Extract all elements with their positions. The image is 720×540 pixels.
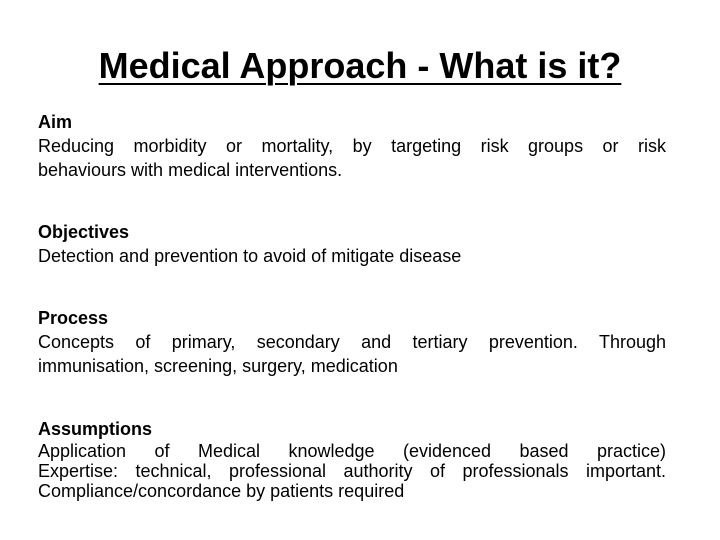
section-heading-objectives: Objectives bbox=[38, 222, 130, 242]
section-process bbox=[38, 306, 666, 378]
section-heading-aim: Aim bbox=[38, 112, 73, 132]
body-line: Detection and prevention to avoid of mitigate disease bbox=[38, 246, 462, 266]
section-body-objectives bbox=[38, 244, 666, 268]
body-line: Concepts of primary, secondary and tertiary prevention. Through bbox=[38, 332, 666, 352]
section-heading-process: Process bbox=[38, 308, 109, 328]
body-line: Expertise: technical, professional authority of professionals important. bbox=[38, 461, 666, 481]
section-body-aim bbox=[38, 134, 666, 182]
body-line: immunisation, screening, surgery, medication bbox=[38, 356, 398, 376]
body-line: Application of Medical knowledge (evidenced based practice) bbox=[38, 441, 666, 461]
body-line: behaviours with medical interventions. bbox=[38, 160, 343, 180]
section-objectives bbox=[38, 220, 666, 268]
section-body-process bbox=[38, 330, 666, 378]
body-line: Reducing morbidity or mortality, by targeting risk groups or risk bbox=[38, 136, 666, 156]
section-assumptions bbox=[38, 417, 666, 501]
page-title: Medical Approach - What is it? bbox=[98, 45, 622, 86]
section-body-assumptions bbox=[38, 441, 666, 501]
section-heading-assumptions: Assumptions bbox=[38, 419, 153, 439]
section-aim bbox=[38, 110, 666, 182]
body-line: Compliance/concordance by patients required bbox=[38, 481, 405, 501]
